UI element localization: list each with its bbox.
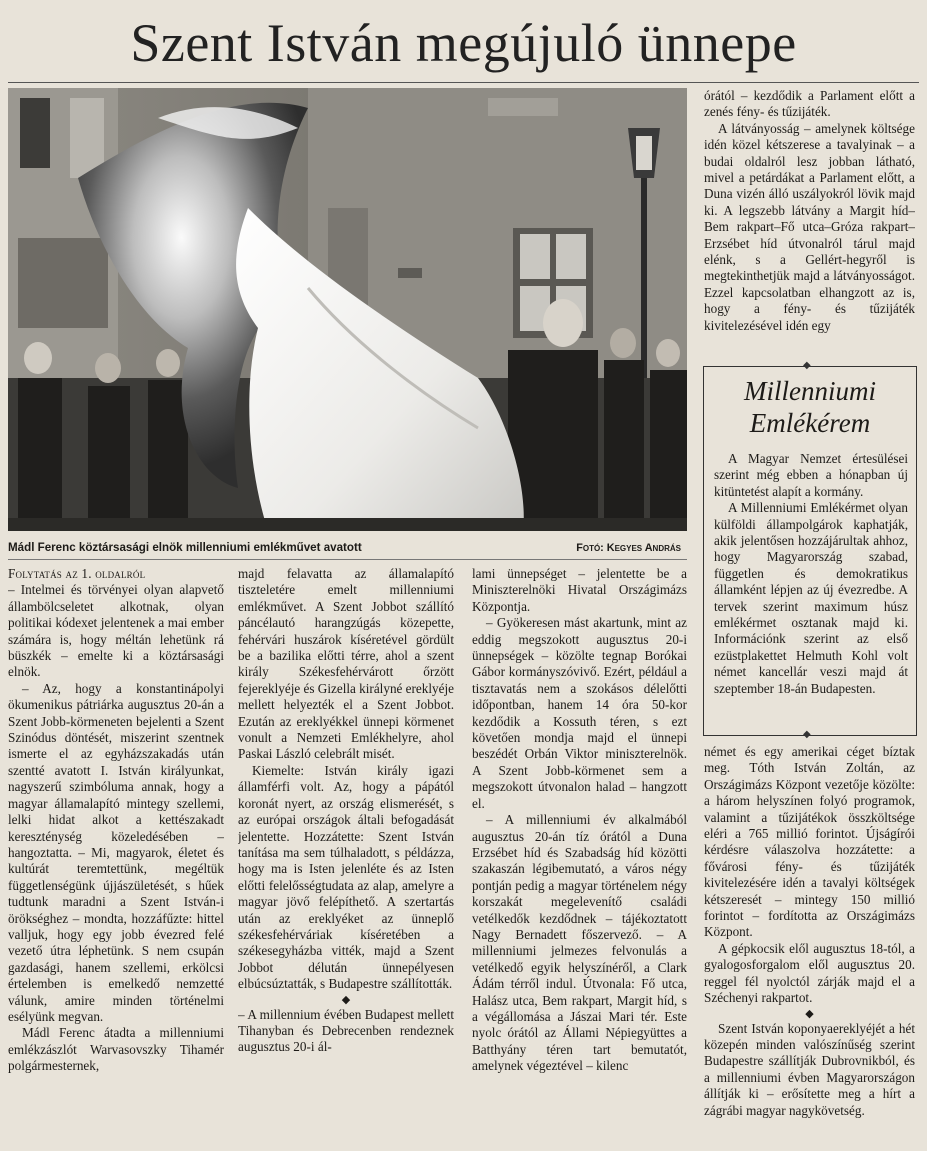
col1-paragraph-1: – Intelmei és törvényei olyan alapvető állambölcseletet alkotnak, olyan politikai kódexet jelentenek a mai ember számára is, hogy méltán lehetünk rá büszkék – emelte ki a köztársasági elnök. [8, 582, 224, 680]
sidebar-title-line-1: Millenniumi [744, 376, 876, 406]
sidebar-box [703, 366, 917, 736]
col4-paragraph-5: Szent István koponyaereklyéjét a hét közepén minden valószínűség szerint Budapestre szállítják Dubrovnikból, és a millenniumi évben Magyarországon állítják ki – erősítette meg a hírt a zágrábi magyar nagykövetség. [704, 1020, 915, 1118]
col3-paragraph-1: lami ünnepséget – jelentette be a Miniszterelnöki Hivatal Országimázs Központja. [472, 566, 687, 614]
col2-paragraph-1: majd felavatta az államalapító tiszteletére emelt millenniumi emlékművet. A Szent Jobbot szállító páncélautó harangzúgás közepette, fehérvári huszárok kíséretével gördült be a bazilika előtti térre, ahol a szent király Székesfehérvárott őrzött fejereklyéje és Gizella királyné ereklyéje mellett helyezték el a Szent Jobbot. Ezután az ereklyékkel ünnepi körmenet vonult a Nemzeti Emlékhelyre, ahol Paskai László celebrált misét. [238, 566, 454, 762]
article-column-4-bottom [704, 744, 915, 1148]
photo-illustration [8, 88, 687, 531]
sidebar-title-line-2: Emlékérem [749, 408, 871, 438]
col2-paragraph-3: – A millennium évében Budapest mellett Tihanyban és Debrecenben rendeznek augusztus 20-i ál- [238, 1006, 454, 1055]
col1-paragraph-3: Mádl Ferenc átadta a millenniumi emlékzászlót Warvasovszky Tihamér polgármesternek, [8, 1025, 224, 1074]
col4-paragraph-1: órától – kezdődik a Parlament előtt a zenés fény- és tűzijáték. [704, 88, 915, 120]
news-photo [8, 88, 687, 531]
caption-text: Mádl Ferenc köztársasági elnök millenniumi emlékművet avatott [8, 541, 362, 554]
col4-paragraph-3: német és egy amerikai céget bíztak meg. Tóth István Zoltán, az Országimázs Központ vezetője közölte: a három helyszínen folyó programok, valamint a tűzijátékok összköltsége eléri a 765 millió forintot. Újságírói kérdésre válaszolva hozzátette: a fővárosi fény- és tűzijáték kivitelezésére idén a tavalyi költségek kétszeresét – mintegy 150 millió forintot – fordította az Országimázs Központ. [704, 744, 915, 940]
photo-caption [8, 538, 687, 558]
photo-credit [576, 538, 681, 558]
continuation-note: Folytatás az 1. oldalról [8, 566, 146, 581]
col3-paragraph-3: – A millenniumi év alkalmából augusztus 20-án tíz órától a Duna Erzsébet híd és Szabadság híd közötti szakaszán légibemutató, a város négy pontján pedig a magyar történelem négy korszakát megelevenítő családi vetélkedők kezdődnek – tájékoztatott Nagy Bernadett főszervező. – A millenniumi jelmezes felvonulás a vetélkedő egyik helyszínéről, a Clark Ádám térről indul. Útvonala: Fő utca, Halász utca, Bem rakpart, Margit híd, s a végállomása a Jászai Mari tér. Este nyolc órától az Állami Népiegyüttes a Batthyány téren tart bemutatót, amelynek végeztével – kilenc [472, 812, 687, 1074]
credit-label: Fotó: [576, 542, 604, 554]
sidebar-title [704, 375, 916, 439]
article-column-4-top [704, 88, 915, 352]
box-top-ornament: ◆ [803, 360, 811, 371]
article-column-1 [8, 566, 224, 1148]
col2-paragraph-2: Kiemelte: István király igazi államférfi volt. Az, hogy a pápától koronát nyert, az ország elismerését, s az európai országok általi befogadását jelentette. Hozzátette: Szent István tanítása ma sem túlhaladott, s példázza, hogy ma is Isten jelenléte és az Isten előtti felelősségtudata az alap, amelyre a magyar jövő felépíthető. A szertartás után az ereklyéket az ünneplő székesfehérváriak kíséretében a székesegyházba vitték, majd a Szent Jobbot délután ünnepélyesen elbúcsúztatták, s Budapestre szállították. [238, 762, 454, 992]
box-bottom-ornament: ◆ [803, 729, 811, 740]
col4-paragraph-2: A látványosság – amelynek költsége idén közel kétszerese a tavalyinak – a budai oldalról lesz jobban látható, mivel a petárdákat a Parlament előtt, a Duna vizén álló uszályokról lövik majd ki. A legszebb látvány a Margit híd–Bem rakpart–Fő utca–Gróza rakpart–Erzsébet híd útvonalról tárul majd elénk, s a Gellért-hegyről is megtekinthetjük majd a látványosságot. Ezzel kapcsolatban elhangzott az is, hogy a fény- és tűzijáték kivitelezésével idén egy [704, 120, 915, 333]
credit-name: Kegyes András [606, 542, 681, 554]
caption-rule [8, 559, 687, 560]
section-separator-2: ◆ [805, 1007, 814, 1020]
article-column-2 [238, 566, 454, 1148]
col3-paragraph-2: – Gyökeresen mást akartunk, mint az eddig megszokott augusztus 20-i ünnepségek – közölte tegnap Borókai Gábor kormányszóvivő. Ezért, például a tisztavatás nem a szokásos délelőtti időpontban, hanem 14 óra 50-kor kezdődik a Kossuth téren, s ezt követően mondja majd el ünnepi beszédét Orbán Viktor miniszterelnök. A Szent Jobb-körmenet sem a megszokott útvonalon halad – hangzott el. [472, 615, 687, 811]
sidebar-paragraph-2: A Millenniumi Emlékérmet olyan külföldi állampolgárok kaphatják, akik jelentősen hozzájárultak ahhoz, hogy Magyarország szabad, független és demokratikus államként lépjen az új évezredbe. A tervek szerint maximum húsz emlékérmet osztanak majd ki. Információnk szerint az első ezüstplakettet Helmuth Kohl volt német kancellár veszi majd át szeptember 18-án Budapesten. [714, 500, 908, 696]
headline-rule [8, 82, 919, 83]
section-separator: ◆ [341, 993, 351, 1006]
col4-paragraph-4: A gépkocsik elől augusztus 18-tól, a gyalogosforgalom elől augusztus 20. reggel fél nyolctól zárják majd el a Széchenyi rakpartot. [704, 940, 915, 1006]
headline: Szent István megújuló ünnepe [130, 13, 797, 73]
sidebar-paragraph-1: A Magyar Nemzet értesülései szerint még ebben a hónapban új kitüntetést alapít a kormány. [714, 451, 908, 499]
article-column-3 [472, 566, 687, 1148]
col1-paragraph-2: – Az, hogy a konstantinápolyi ökumenikus pátriárka augusztus 20-án a Szent Jobb-körmeneten bejelenti a Szent Szinódus döntését, miszerint szentnek ismerte el az egyházszakadás után szentté avatott I. István királyunkat, nagyszerű szimbóluma annak, hogy a magyar államalapító mintegy szellemi, lelki hidat alkot a kettészakadt kereszténység közeledésében – hangoztatta. – Mi, magyarok, életet és kultúrát teremtettünk, megéltük függetlenségünk újjászületését, s hűek tudtunk maradni a Szent István-i örökséghez – mondta, hozzáfűzte: hittel valljuk, hogy egy jobb évezred felé vezető útra léphetünk. S nem csupán gazdasági, hanem szellemi, erkölcsi értelemben is emelkedő nemzetté válunk, amire minden történelmi esélyünk megvan. [8, 680, 224, 1024]
sidebar-body [714, 451, 908, 697]
